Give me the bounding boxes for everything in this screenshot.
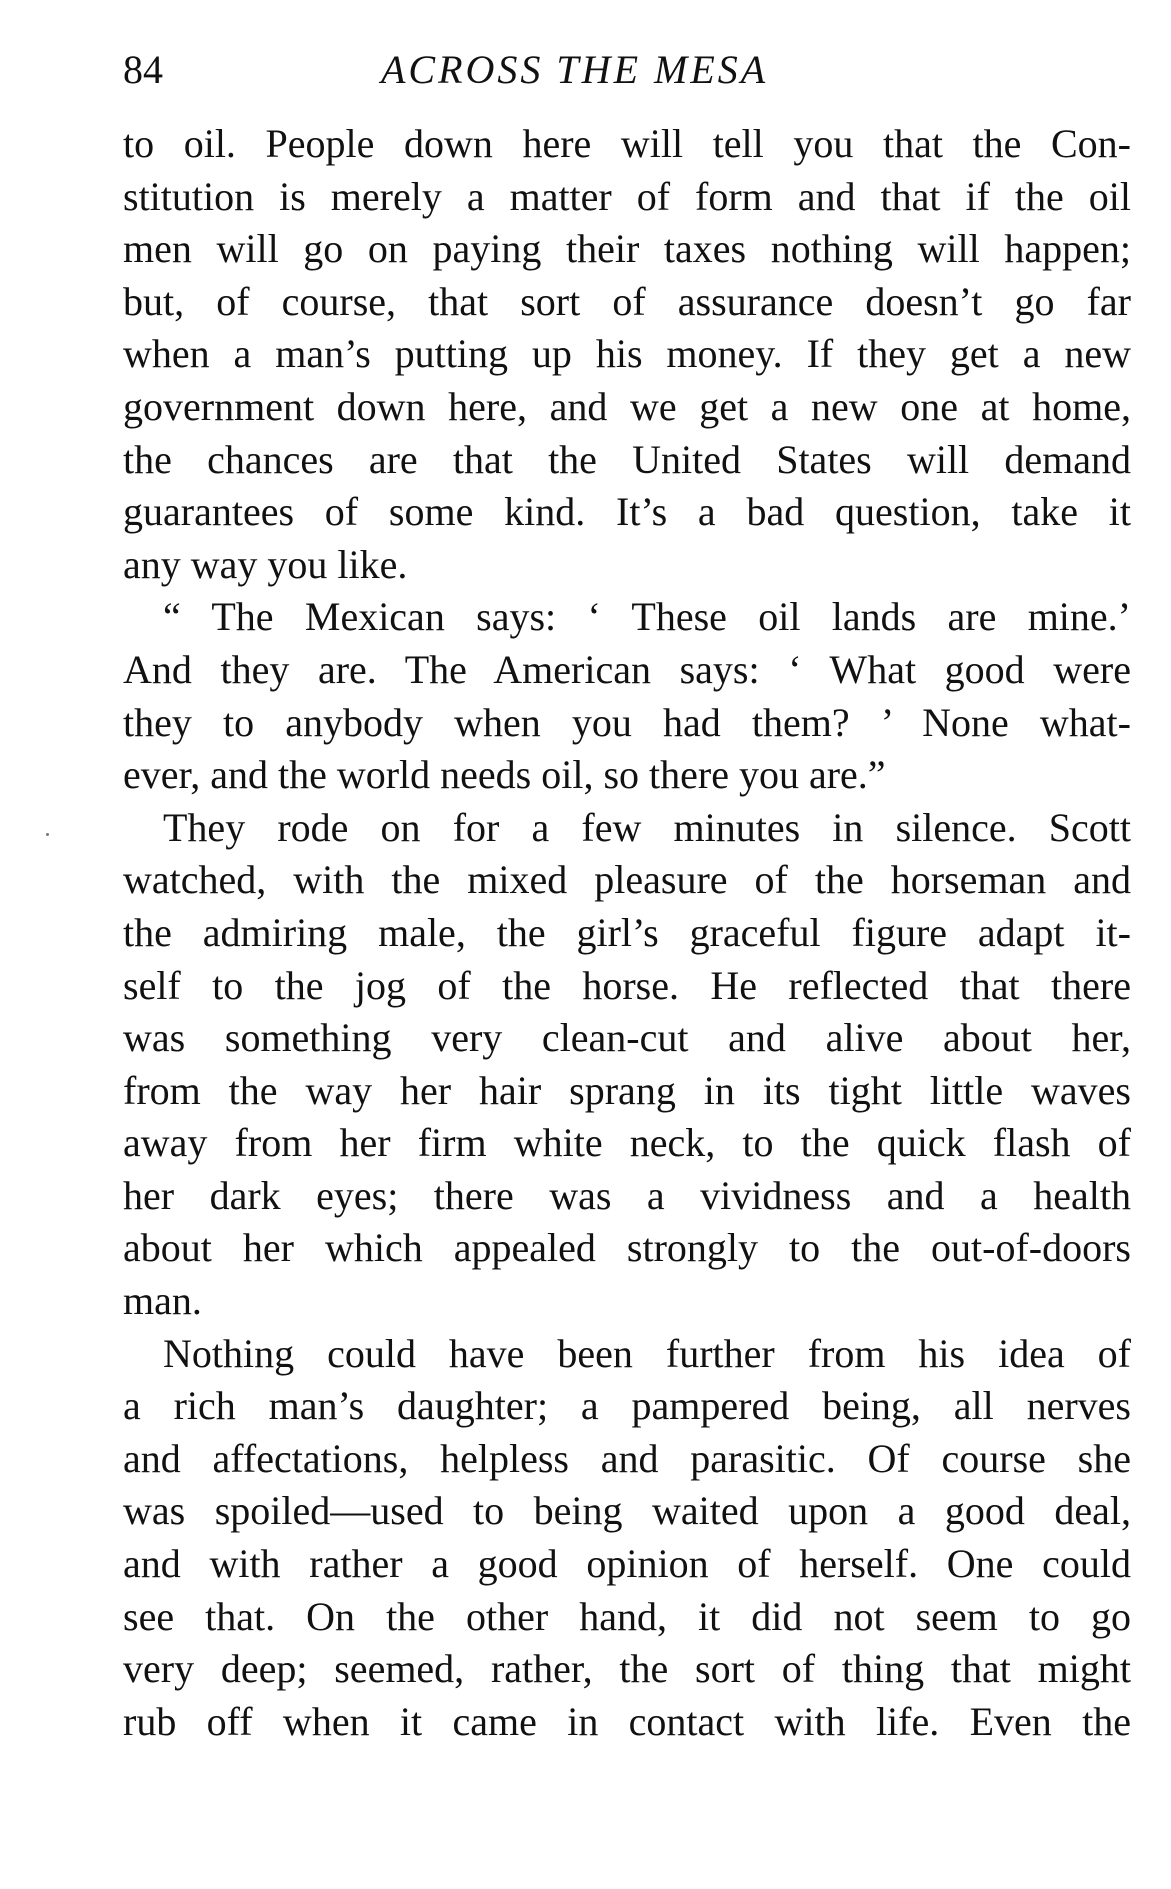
text-line: when a man’s putting up his money. If they get a new xyxy=(123,331,1131,377)
text-line: was something very clean-cut and alive about her, xyxy=(123,1015,1131,1061)
text-line: very deep; seemed, rather, the sort of thing that might xyxy=(123,1646,1131,1692)
paper-speck xyxy=(46,833,49,836)
page-number: 84 xyxy=(123,47,163,92)
text-line: a rich man’s daughter; a pampered being, all nerves xyxy=(123,1383,1131,1429)
paragraph xyxy=(123,1328,1131,1749)
text-line: away from her firm white neck, to the quick flash of xyxy=(123,1120,1131,1166)
text-line: was spoiled—used to being waited upon a good deal, xyxy=(123,1488,1131,1534)
text-line: government down here, and we get a new one at home, xyxy=(123,383,1131,429)
text-line: men will go on paying their taxes nothing will happen; xyxy=(123,226,1131,272)
text-line: and affectations, helpless and parasitic. Of course she xyxy=(123,1435,1131,1481)
text-line: but, of course, that sort of assurance doesn’t go far xyxy=(123,278,1131,324)
text-line: see that. On the other hand, it did not seem to go xyxy=(123,1593,1131,1639)
text-line: Nothing could have been further from his idea of xyxy=(163,1330,1131,1376)
text-line: they to anybody when you had them? ’ None what- xyxy=(123,699,1131,745)
text-line: any way you like. xyxy=(123,541,408,587)
text-line: rub off when it came in contact with life. Even the xyxy=(123,1698,1131,1744)
paragraph xyxy=(123,591,1131,801)
text-line: “ The Mexican says: ‘ These oil lands are mine.’ xyxy=(163,594,1131,640)
text-line: to oil. People down here will tell you that the Con- xyxy=(123,121,1131,166)
text-line: and with rather a good opinion of herself. One could xyxy=(123,1541,1131,1587)
paragraph xyxy=(123,802,1131,1328)
text-line: from the way her hair sprang in its tight little waves xyxy=(123,1067,1131,1113)
text-line: watched, with the mixed pleasure of the horseman and xyxy=(123,857,1131,903)
body-text xyxy=(123,118,1131,1748)
page-header xyxy=(123,40,1123,100)
text-line: her dark eyes; there was a vividness and a health xyxy=(123,1172,1131,1218)
text-line: ever, and the world needs oil, so there you are.” xyxy=(123,752,886,798)
text-line: guarantees of some kind. It’s a bad question, take it xyxy=(123,489,1131,535)
text-line: self to the jog of the horse. He reflected that there xyxy=(123,962,1131,1008)
text-line: man. xyxy=(123,1278,202,1324)
text-line: the admiring male, the girl’s graceful figure adapt it- xyxy=(123,909,1131,955)
text-line: the chances are that the United States will demand xyxy=(123,436,1131,482)
text-line: They rode on for a few minutes in silence. Scott xyxy=(163,804,1131,850)
text-line: stitution is merely a matter of form and that if the oil xyxy=(123,173,1131,219)
running-head: ACROSS THE MESA xyxy=(381,47,769,92)
paragraph xyxy=(123,118,1131,591)
text-line: about her which appealed strongly to the out-of-doors xyxy=(123,1225,1131,1271)
text-line: And they are. The American says: ‘ What good were xyxy=(123,646,1131,692)
